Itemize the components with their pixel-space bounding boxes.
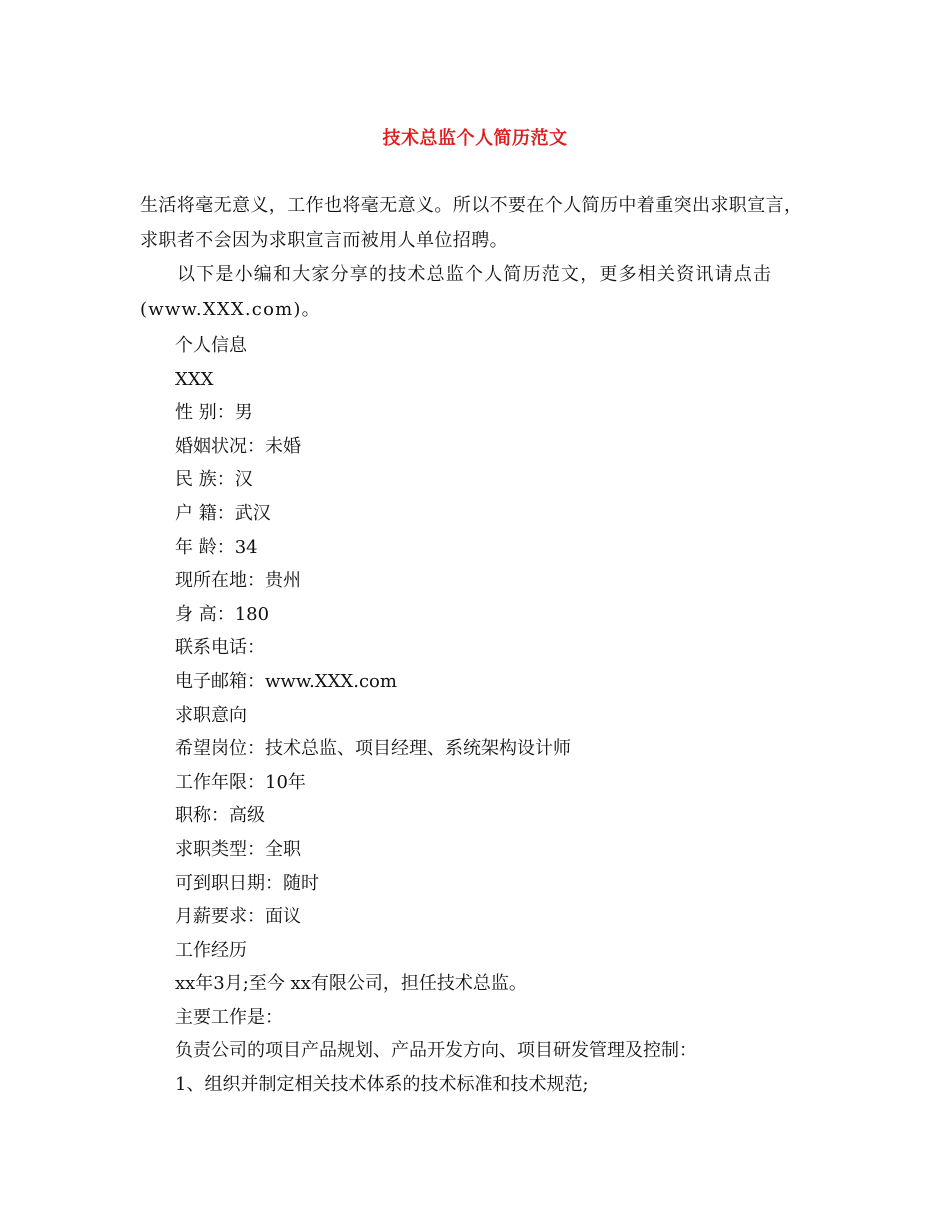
- resume-line-hometown: 户 籍：武汉: [175, 502, 271, 524]
- section-heading-personal-info: 个人信息: [175, 335, 247, 356]
- document-title: 技术总监个人简历范文: [382, 128, 568, 149]
- intro-paragraph-2: 以下是小编和大家分享的技术总监个人简历范文，更多相关资讯请点击(www.XXX.com)。: [140, 264, 773, 320]
- resume-line-title: 职称：高级: [175, 805, 265, 827]
- section-heading-work-experience: 工作经历: [175, 939, 247, 961]
- resume-line-duties-heading: 主要工作是：: [175, 1006, 283, 1028]
- resume-line-salary: 月薪要求：面议: [175, 906, 301, 928]
- resume-line-available-date: 可到职日期：随时: [175, 872, 319, 894]
- resume-line-location: 现所在地：贵州: [175, 570, 301, 592]
- intro-paragraph-1: 生活将毫无意义，工作也将毫无意义。所以不要在个人简历中着重突出求职宣言，求职者不会因为求职宣言而被用人单位招聘。: [140, 195, 803, 251]
- resume-line-phone: 联系电话：: [175, 637, 265, 659]
- resume-line-ethnicity: 民 族：汉: [175, 469, 253, 491]
- resume-line-desired-position: 希望岗位：技术总监、项目经理、系统架构设计师: [175, 738, 571, 760]
- resume-line-name: XXX: [175, 368, 214, 390]
- resume-line-height: 身 高：180: [175, 603, 270, 625]
- resume-line-duties-summary: 负责公司的项目产品规划、产品开发方向、项目研发管理及控制：: [175, 1040, 697, 1062]
- resume-line-email: 电子邮箱：www.XXX.com: [175, 670, 397, 692]
- resume-line-duty-1: 1、组织并制定相关技术体系的技术标准和技术规范;: [175, 1074, 589, 1096]
- resume-body: [175, 329, 855, 1102]
- section-heading-job-intention: 求职意向: [175, 704, 247, 726]
- resume-line-job-type: 求职类型：全职: [175, 838, 301, 860]
- resume-line-employment: xx年3月;至今 xx有限公司，担任技术总监。: [175, 973, 527, 995]
- resume-line-gender: 性 别：男: [175, 402, 253, 424]
- resume-line-marital-status: 婚姻状况：未婚: [175, 435, 301, 457]
- resume-line-years-experience: 工作年限：10年: [175, 771, 306, 793]
- resume-line-age: 年 龄：34: [175, 536, 258, 558]
